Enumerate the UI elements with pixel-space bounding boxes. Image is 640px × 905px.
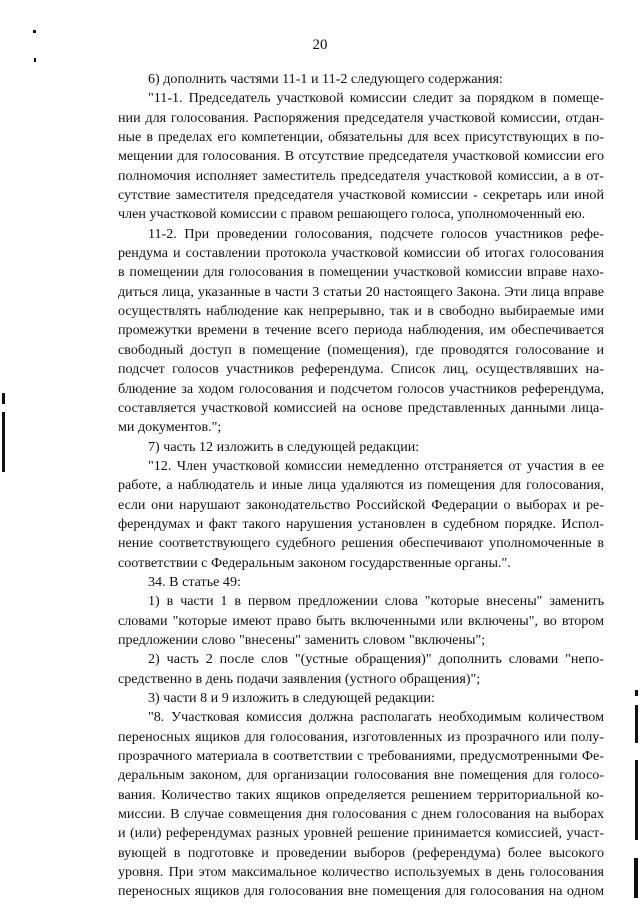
text-line: 11-2. При проведении голосования, подсчете голосов участников рефе- (148, 225, 604, 242)
text-line: соответствии с Федеральным законом государственные органы.". (118, 554, 511, 571)
scan-artifact (34, 58, 36, 62)
text-line: миссии. В случае совмещения дня голосования с днем голосования на выборах (118, 806, 604, 823)
text-line: промежутки времени в течение всего периода наблюдения, им обеспечивается (118, 322, 604, 339)
text-line: 7) часть 12 изложить в следующей редакции: (148, 438, 420, 455)
scan-artifact (634, 858, 638, 898)
text-line: член участковой комиссии с правом решающего голоса, уполномоченный ею. (118, 206, 586, 223)
document-body (118, 70, 604, 902)
text-line: и (или) референдумах разных уровней решение принимается комиссией, участ- (118, 825, 604, 842)
text-line: работе, а наблюдатель и иные лица удаляются из помещения для голосования, (118, 477, 604, 494)
scan-artifact (2, 393, 5, 404)
text-line: ные в пределах его компетенции, обязательны для всех присутствующих в по- (118, 129, 604, 146)
text-line: нение соответствующего судебного решения обеспечивают уполномоченные в (118, 535, 604, 552)
text-line: "8. Участковая комиссия должна располагать необходимым количеством (148, 709, 604, 726)
text-line: "11-1. Председатель участковой комиссии следит за порядком в помеще- (148, 90, 604, 107)
text-line: подсчет голосов участников референдума. Список лиц, осуществлявших на- (118, 361, 604, 378)
text-line: "12. Член участковой комиссии немедленно отстраняется от участия в ее (148, 457, 604, 474)
text-line: 6) дополнить частями 11-1 и 11-2 следующего содержания: (148, 71, 503, 87)
text-line: свободный доступ в помещение (помещения), где проводятся голосование и (118, 341, 604, 358)
text-line: вания. Количество таких ящиков определяется решением территориальной ко- (118, 786, 604, 803)
text-line: средственно в день подачи заявления (устного обращения)"; (118, 670, 481, 687)
text-line: составляется участковой комиссией на основе представленных данными лица- (118, 399, 604, 416)
text-line: переносных ящиков для голосования вне помещения для голосования на одном (118, 883, 604, 900)
text-line: вующей в подготовке и проведении выборов (референдума) более высокого (118, 844, 604, 861)
text-line: блюдение за ходом голосования и подсчетом голосов участников референдума, (118, 380, 604, 397)
text-line: в помещении для голосования в помещении участковой комиссии вправе нахо- (118, 264, 604, 281)
text-line: уровня. При этом максимальное количество используемых в день голосования (118, 864, 604, 881)
text-line: мещении для голосования. В отсутствие председателя участковой комиссии его (118, 148, 604, 165)
text-line: рендума и составлении протокола участковой комиссии об итогах голосования (118, 245, 604, 262)
text-line: полномочия исполняет заместитель председателя участковой комиссии, а в от- (118, 167, 604, 184)
text-line: 3) части 8 и 9 изложить в следующей редакции: (148, 690, 435, 706)
text-line: нии для голосования. Распоряжения председателя участковой комиссии, отдан- (118, 109, 604, 126)
text-line: 34. В статье 49: (148, 573, 241, 590)
text-line: деральным законом, для организации голосования вне помещения для голосо- (118, 767, 604, 784)
text-line: 1) в части 1 в первом предложении слова "которые внесены" заменить (148, 593, 604, 610)
text-line: 2) часть 2 после слов "(устные обращения)" дополнить словами "непо- (148, 651, 604, 668)
scan-artifact (33, 30, 36, 33)
text-line: предложении слово "внесены" заменить словом "включены"; (118, 631, 486, 648)
text-line: словами "которые имеют право быть включенными или включены", во втором (118, 612, 604, 629)
text-line: сутствие заместителя председателя участковой комиссии - секретарь или иной (118, 187, 604, 204)
scan-artifact (635, 760, 638, 840)
text-line: переносных ящиков для голосования, изготовленных из прозрачного или полу- (118, 728, 604, 745)
text-line: осуществлять наблюдение как непрерывно, так и в свободно выбираемые ими (118, 303, 604, 320)
page-number: 20 (312, 37, 328, 53)
scan-artifact (635, 690, 638, 696)
text-line: диться лица, указанные в части 3 статьи 20 настоящего Закона. Эти лица вправе (118, 283, 604, 300)
scan-artifact (635, 705, 638, 743)
text-line: если они нарушают законодательство Российской Федерации о выборах и ре- (118, 496, 604, 513)
text-line: ферендумах и факт такого нарушения установлен в судебном порядке. Испол- (118, 515, 604, 532)
text-line: прозрачного материала в соответствии с требованиями, предусмотренными Фе- (118, 748, 604, 765)
scan-artifact (2, 412, 5, 472)
text-line: ми документов."; (118, 419, 222, 436)
